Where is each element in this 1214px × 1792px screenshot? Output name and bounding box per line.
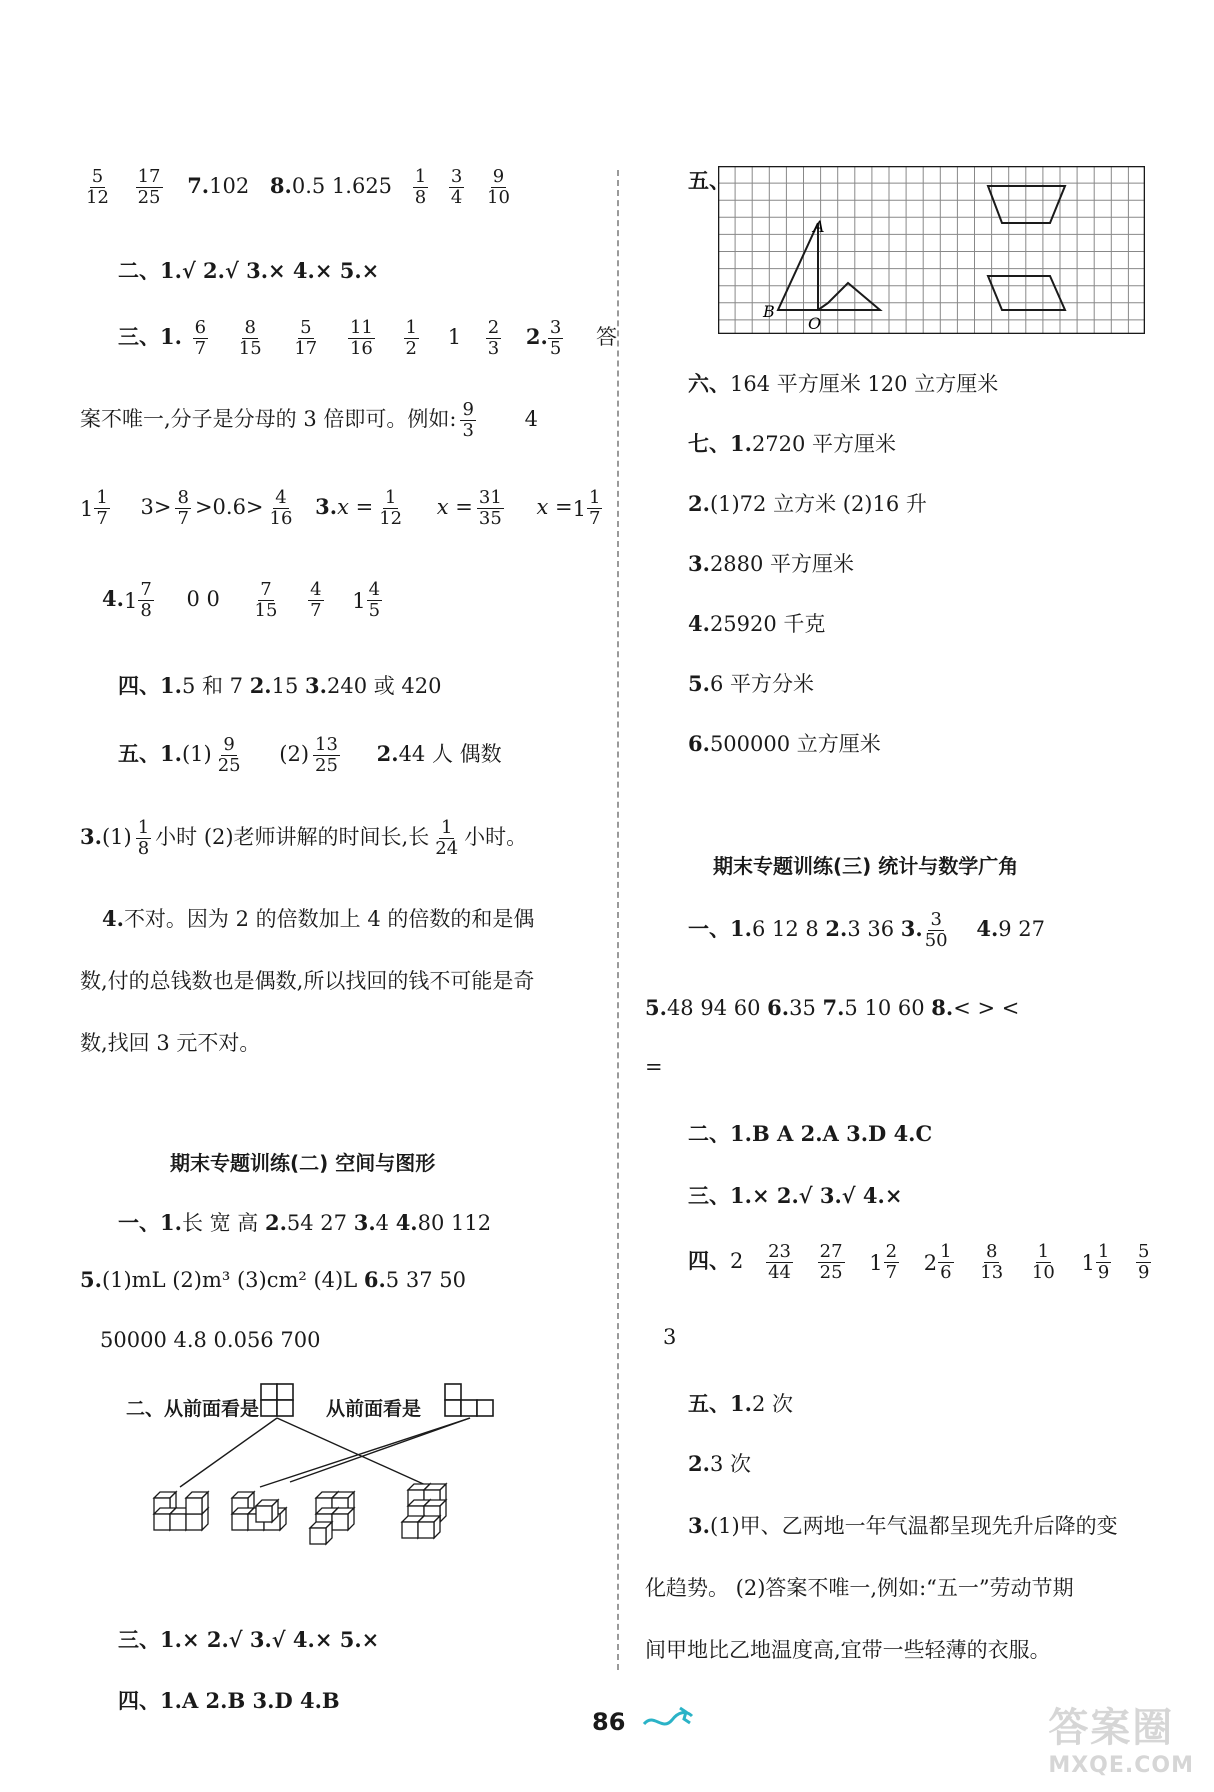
answer-line-16: 二、从前面看是 [126,1398,260,1420]
views-matching-figure [140,1382,510,1602]
fraction: $\frac{1}{8}$ [137,817,150,860]
answer-line-1: $\frac{5}{12}$ $\frac{17}{25}$ 7.102 8.0.5 1.625 $\frac{1}{8}$ $\frac{3}{4}$ $\frac{9}{10}$ [86,166,510,209]
fraction: $\frac{1}{24}$ [435,817,459,860]
fraction: $\frac{3}{50}$ [924,909,948,952]
right-line-15: 3 [663,1325,677,1349]
answer-line-12: 数,找回 3 元不对。 [80,1031,261,1055]
column-divider [617,170,619,1670]
right-line-18: 3.(1)甲、乙两地一年气温都呈现先升后降的变 [688,1513,1118,1538]
answer-line-18: 四、1.A 2.B 3.D 4.B [118,1688,340,1713]
view-label-2: 从前面看是 [326,1398,422,1420]
solid-b [232,1492,286,1530]
fraction: $\frac{1}{8}$ [414,166,427,209]
fraction: $\frac{1}{12}$ [379,487,403,530]
fraction: $\frac{31}{35}$ [478,487,502,530]
right-line-3: 七、1.2720 平方厘米 [688,431,897,456]
answer-line-3: 三、1. $\frac{6}{7}$ $\frac{8}{15}$ $\frac{5}{17}$ $\frac{11}{16}$ $\frac{1}{2}$ 1 $\frac{2}{3}$ 2. $\frac{3}{5}$ 答 [118,317,617,360]
right-line-19: 化趋势。 (2)答案不唯一,例如:“五一”劳动节期 [645,1576,1074,1600]
fraction: $\frac{5}{9}$ [1137,1241,1150,1284]
matching-lines [180,1418,470,1487]
fraction: $\frac{5}{12}$ [86,166,109,209]
answer-line-6: 4. 1 7 8 0 0 $\frac{7}{15}$ $\frac{4}{7}$ 1 4 5 [102,580,386,621]
section-heading-2: 期末专题训练(二) 空间与图形 [170,1151,436,1175]
mixed-number: 1 1 7 [80,487,108,530]
right-line-4: 2.(1)72 立方米 (2)16 升 [688,491,927,516]
answer-line-17: 三、1.× 2.√ 3.√ 4.× 5.× [118,1627,380,1652]
answer-line-10: 4.不对。因为 2 的倍数加上 4 的倍数的和是偶 [102,906,535,931]
fraction: $\frac{1}{2}$ [405,317,417,360]
right-line-1: 五、 [688,168,730,193]
fraction: $\frac{4}{7}$ [310,579,322,622]
right-line-14: 四、2 $\frac{23}{44}$ $\frac{27}{25}$ 1 2 7 2 1 6 $\frac{8}{13}$ $\frac{1}{10}$ 1 1 9 $\frac{5}{9}$ [688,1241,1150,1284]
fraction: $\frac{1}{10}$ [1031,1241,1055,1284]
mixed-number: 2 1 6 [923,1241,952,1284]
fraction: $\frac{17}{25}$ [137,166,161,209]
right-line-17: 2.3 次 [688,1451,751,1476]
fraction: $\frac{3}{5}$ [549,317,562,360]
rotated-triangle [778,223,880,310]
point-label-o: O [808,314,822,333]
mixed-number: 1 1 7 [572,487,601,530]
solid-a [154,1492,208,1530]
point-label-a: A [813,217,825,236]
right-line-5: 3.2880 平方厘米 [688,551,855,576]
fraction: $\frac{9}{25}$ [217,734,241,777]
answer-line-13: 一、1.长 宽 高 2.54 27 3.4 4.80 112 [118,1210,492,1235]
mixed-number: 1 1 9 [1081,1241,1110,1284]
fraction: $\frac{7}{15}$ [254,579,278,622]
fraction: $\frac{9}{3}$ [462,399,474,442]
solid-c [310,1492,354,1544]
watermark: 答案圈 MXQE.COM [1048,1705,1194,1778]
answer-line-8: 五、1.(1) $\frac{9}{25}$ (2) $\frac{13}{25}$ 2.44 人 偶数 [118,734,502,777]
right-line-12: 二、1.B A 2.A 3.D 4.C [688,1121,933,1146]
grid [718,166,1145,334]
fraction: $\frac{9}{10}$ [487,166,510,209]
parallelogram-2 [988,276,1065,310]
answer-line-7: 四、1.5 和 7 2.15 3.240 或 420 [118,673,442,698]
front-view-2 [445,1384,493,1416]
fraction: $\frac{23}{44}$ [768,1241,791,1284]
fraction: $\frac{4}{16}$ [269,487,293,530]
answer-line-9: 3.(1) $\frac{1}{8}$ 小时 (2)老师讲解的时间长,长 $\frac{1}{24}$ 小时。 [80,817,528,860]
right-line-6: 4.25920 千克 [688,611,826,636]
fraction: $\frac{13}{25}$ [315,734,338,777]
mixed-number: 1 7 8 [123,579,152,622]
mixed-number: 1 4 5 [352,579,381,622]
answer-line-14: 5.(1)mL (2)m³ (3)cm² (4)L 6.5 37 50 [80,1267,466,1292]
right-line-7: 5.6 平方分米 [688,671,814,696]
right-line-2: 六、164 平方厘米 120 立方厘米 [688,371,999,396]
page-number: 86 [592,1708,626,1736]
answer-line-4: 案不唯一,分子是分母的 3 倍即可。例如: $\frac{9}{3}$ 4 [80,399,538,442]
fraction: $\frac{8}{7}$ [177,487,189,530]
right-line-9: 一、1.6 12 8 2.3 36 3. $\frac{3}{50}$ 4.9 27 [688,909,1046,952]
decorative-swirl-icon [640,1702,700,1736]
fraction: $\frac{6}{7}$ [194,317,207,360]
fraction: $\frac{2}{3}$ [487,317,500,360]
right-line-10: 5.48 94 60 6.35 7.5 10 60 8.< > < [645,995,1020,1020]
fraction: $\frac{5}{17}$ [294,317,318,360]
fraction: $\frac{8}{15}$ [238,317,262,360]
answer-line-11: 数,付的总钱数也是偶数,所以找回的钱不可能是奇 [80,969,535,993]
right-line-8: 6.500000 立方厘米 [688,731,881,756]
front-view-1 [261,1384,293,1416]
right-line-20: 间甲地比乙地温度高,宜带一些轻薄的衣服。 [645,1638,1051,1662]
point-label-b: B [763,302,775,321]
fraction: $\frac{3}{4}$ [450,166,463,209]
right-line-13: 三、1.× 2.√ 3.√ 4.× [688,1183,903,1208]
answer-line-2: 二、1.√ 2.√ 3.× 4.× 5.× [118,258,380,283]
fraction: $\frac{8}{13}$ [980,1241,1004,1284]
right-line-11: = [645,1055,663,1079]
fraction: $\frac{11}{16}$ [349,317,373,360]
section-heading-3: 期末专题训练(三) 统计与数学广角 [713,854,1019,878]
answer-line-15: 50000 4.8 0.056 700 [100,1328,321,1352]
grid-drawing [718,166,1145,334]
right-line-16: 五、1.2 次 [688,1391,793,1416]
answer-line-5: 1 1 7 3> $\frac{8}{7}$ >0.6> $\frac{4}{16}$ 3.x = $\frac{1}{12}$ x = $\frac{31}{35}$ x = 1 1 7 [80,488,606,529]
mixed-number: 1 2 7 [869,1241,898,1284]
solid-d [402,1484,446,1538]
fraction: $\frac{27}{25}$ [819,1241,843,1284]
